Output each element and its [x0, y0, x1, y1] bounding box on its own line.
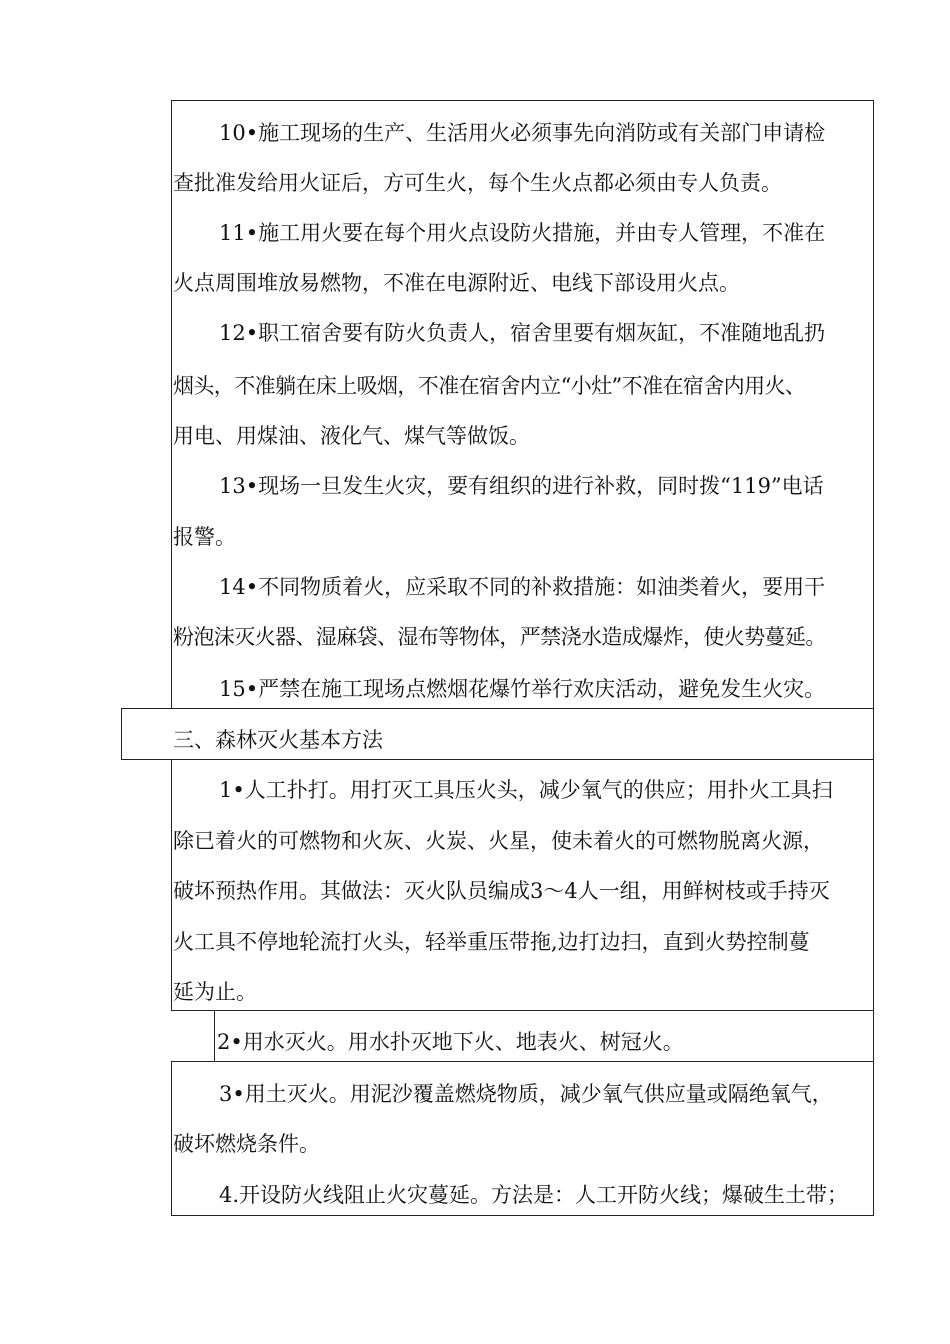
rule-12-line-1: 12•职工宿舍要有防火负责人，宿舍里要有烟灰缸，不准随地乱扔: [219, 321, 826, 345]
method-1-line-4: 火工具不停地轮流打火头，轻举重压带拖,边打边扫，直到火势控制蔓: [173, 930, 810, 954]
rule-10-line-2: 查批准发给用火证后，方可生火，每个生火点都必须由专人负责。: [173, 171, 782, 195]
method-4-line-1: 4.开设防火线阻止火灾蔓延。方法是：人工开防火线；爆破生土带；: [219, 1183, 849, 1207]
rule-11-line-2: 火点周围堆放易燃物，不准在电源附近、电线下部设用火点。: [173, 271, 740, 295]
rule-11-line-1: 11•施工用火要在每个用火点设防火措施，并由专人管理，不准在: [219, 221, 826, 245]
method-1-line-5: 延为止。: [173, 980, 257, 1004]
rule-15-line-1: 15•严禁在施工现场点燃烟花爆竹举行欢庆活动，避免发生火灾。: [219, 677, 826, 701]
rule-12-line-3: 用电、用煤油、液化气、煤气等做饭。: [173, 424, 530, 448]
rule-12-line-2: 烟头，不准躺在床上吸烟，不准在宿舍内立“小灶”不准在宿舍内用火、: [173, 374, 806, 398]
rule-13-line-1: 13•现场一旦发生火灾，要有组织的进行补救，同时拨“119”电话: [219, 474, 824, 498]
rule-10-line-1: 10•施工现场的生产、生活用火必须事先向消防或有关部门申请检: [219, 121, 826, 145]
rule-13-line-2: 报警。: [173, 525, 236, 549]
rule-14-line-1: 14•不同物质着火，应采取不同的补救措施：如油类着火，要用干: [219, 575, 826, 599]
method-3-line-1: 3•用土灭火。用泥沙覆盖燃烧物质，减少氧气供应量或隔绝氧气，: [219, 1082, 833, 1106]
method-1-line-1: 1•人工扑打。用打灭工具压火头，减少氧气的供应；用扑火工具扫: [219, 778, 833, 802]
method-1-line-2: 除已着火的可燃物和火灰、火炭、火星，使未着火的可燃物脱离火源，: [173, 829, 824, 853]
method-3-line-2: 破坏燃烧条件。: [173, 1132, 320, 1156]
method-1-line-3: 破坏预热作用。其做法：灭火队员编成3〜4人一组，用鲜树枝或手持灭: [173, 879, 830, 903]
method-2-line: 2•用水灭火。用水扑灭地下火、地表火、树冠火。: [217, 1030, 684, 1054]
section-heading: 三、森林灭火基本方法: [173, 728, 383, 752]
rule-14-line-2: 粉泡沫灭火器、湿麻袋、湿布等物体，严禁浇水造成爆炸，使火势蔓延。: [173, 625, 826, 649]
